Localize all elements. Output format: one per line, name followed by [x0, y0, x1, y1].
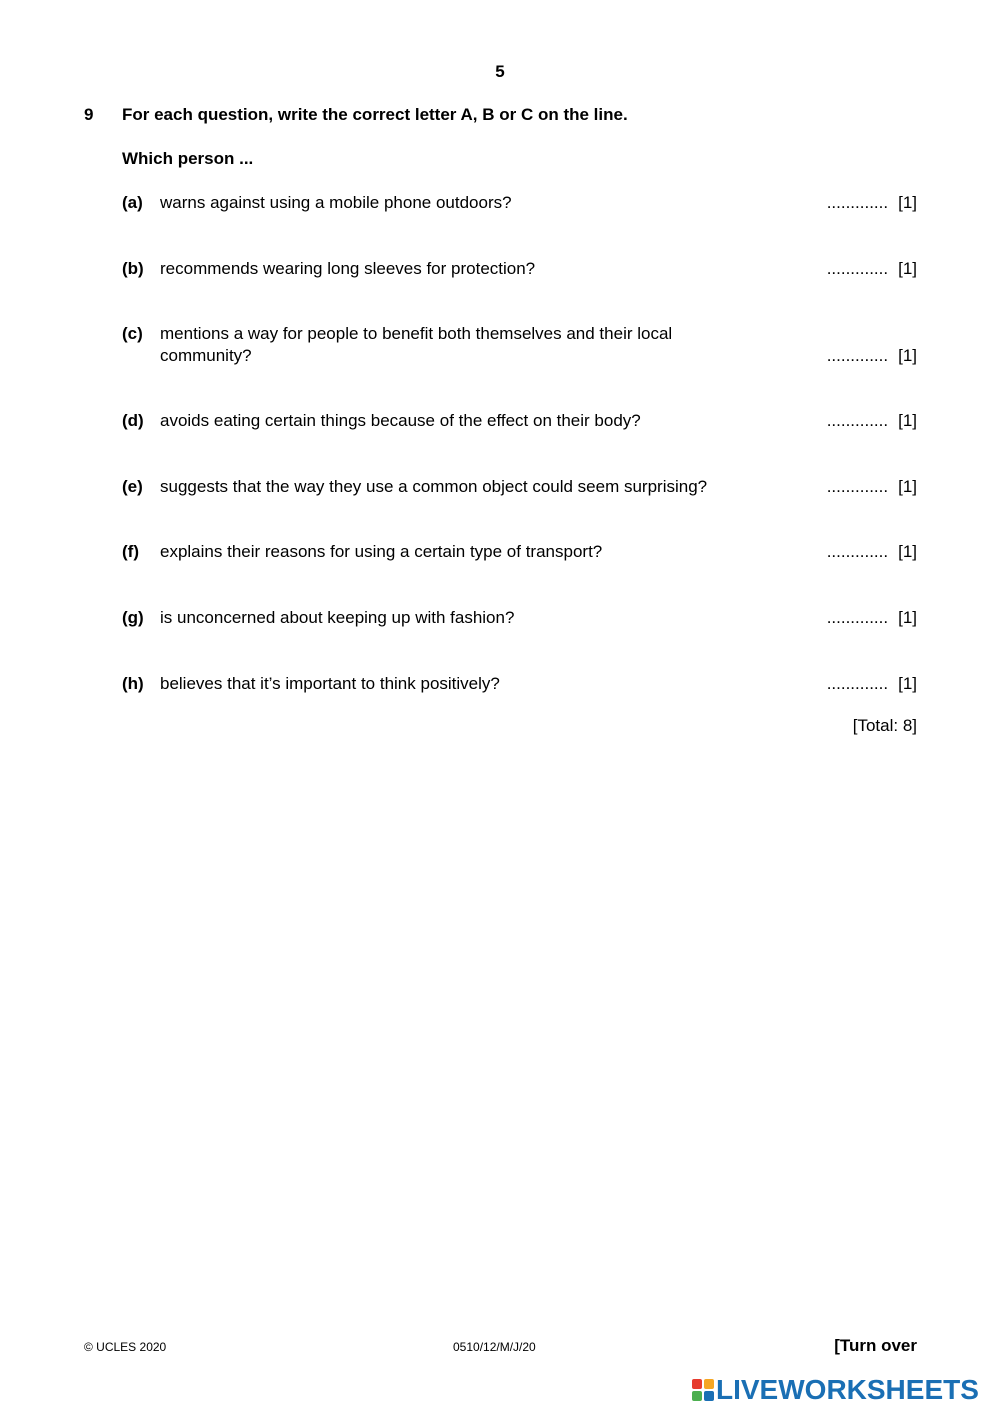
answer-line[interactable]: .............: [826, 346, 889, 365]
logo-tile: [692, 1379, 702, 1389]
item-mark: [827, 192, 917, 214]
item-text: avoids eating certain things because of the effect on their body?: [160, 411, 641, 430]
item-label: (c): [122, 324, 143, 343]
answer-line[interactable]: .............: [826, 477, 889, 496]
item-mark: [827, 673, 917, 695]
item-label: (a): [122, 193, 143, 212]
item-marks: [1]: [898, 193, 917, 212]
item-marks: [1]: [898, 542, 917, 561]
item-mark: [827, 410, 917, 432]
item-mark: [827, 607, 917, 629]
turn-over-label: [Turn over: [834, 1336, 917, 1355]
watermark-text: LIVEWORKSHEETS: [716, 1374, 979, 1405]
item-label: (f): [122, 542, 139, 561]
item-marks: [1]: [898, 477, 917, 496]
answer-line[interactable]: .............: [826, 542, 889, 561]
item-label: (h): [122, 674, 144, 693]
answer-line[interactable]: .............: [826, 193, 889, 212]
question-instruction: For each question, write the correct letter A, B or C on the line.: [122, 105, 628, 124]
item-mark: [827, 258, 917, 280]
question-prompt: Which person ...: [122, 149, 254, 168]
item-label: (d): [122, 411, 144, 430]
item-text: recommends wearing long sleeves for protection?: [160, 259, 536, 278]
item-label: (b): [122, 259, 144, 278]
logo-tile: [704, 1391, 714, 1401]
item-text: explains their reasons for using a certain type of transport?: [160, 542, 603, 561]
answer-line[interactable]: .............: [826, 608, 889, 627]
answer-line[interactable]: .............: [826, 411, 889, 430]
item-marks: [1]: [898, 346, 917, 365]
item-text: warns against using a mobile phone outdoors?: [160, 193, 512, 212]
item-marks: [1]: [898, 674, 917, 693]
item-mark: [827, 541, 917, 563]
total-marks: [Total: 8]: [852, 716, 917, 735]
item-mark: [827, 476, 917, 498]
footer-copyright: © UCLES 2020: [84, 1340, 167, 1354]
item-marks: [1]: [898, 608, 917, 627]
item-marks: [1]: [898, 411, 917, 430]
item-text: believes that it’s important to think positively?: [160, 674, 500, 693]
logo-tile: [692, 1391, 702, 1401]
answer-line[interactable]: .............: [826, 259, 889, 278]
liveworksheets-watermark: [692, 1374, 979, 1406]
logo-tile: [704, 1379, 714, 1389]
liveworksheets-logo-icon: [692, 1379, 714, 1401]
item-text: is unconcerned about keeping up with fashion?: [160, 608, 515, 627]
item-text: suggests that the way they use a common object could seem surprising?: [160, 477, 708, 496]
item-text: mentions a way for people to benefit both themselves and their local community?: [160, 324, 673, 365]
page-number: 5: [495, 62, 505, 81]
footer-code: 0510/12/M/J/20: [453, 1340, 536, 1354]
question-number: 9: [84, 105, 94, 124]
item-mark: [827, 345, 917, 367]
item-marks: [1]: [898, 259, 917, 278]
item-label: (g): [122, 608, 144, 627]
item-label: (e): [122, 477, 143, 496]
answer-line[interactable]: .............: [826, 674, 889, 693]
